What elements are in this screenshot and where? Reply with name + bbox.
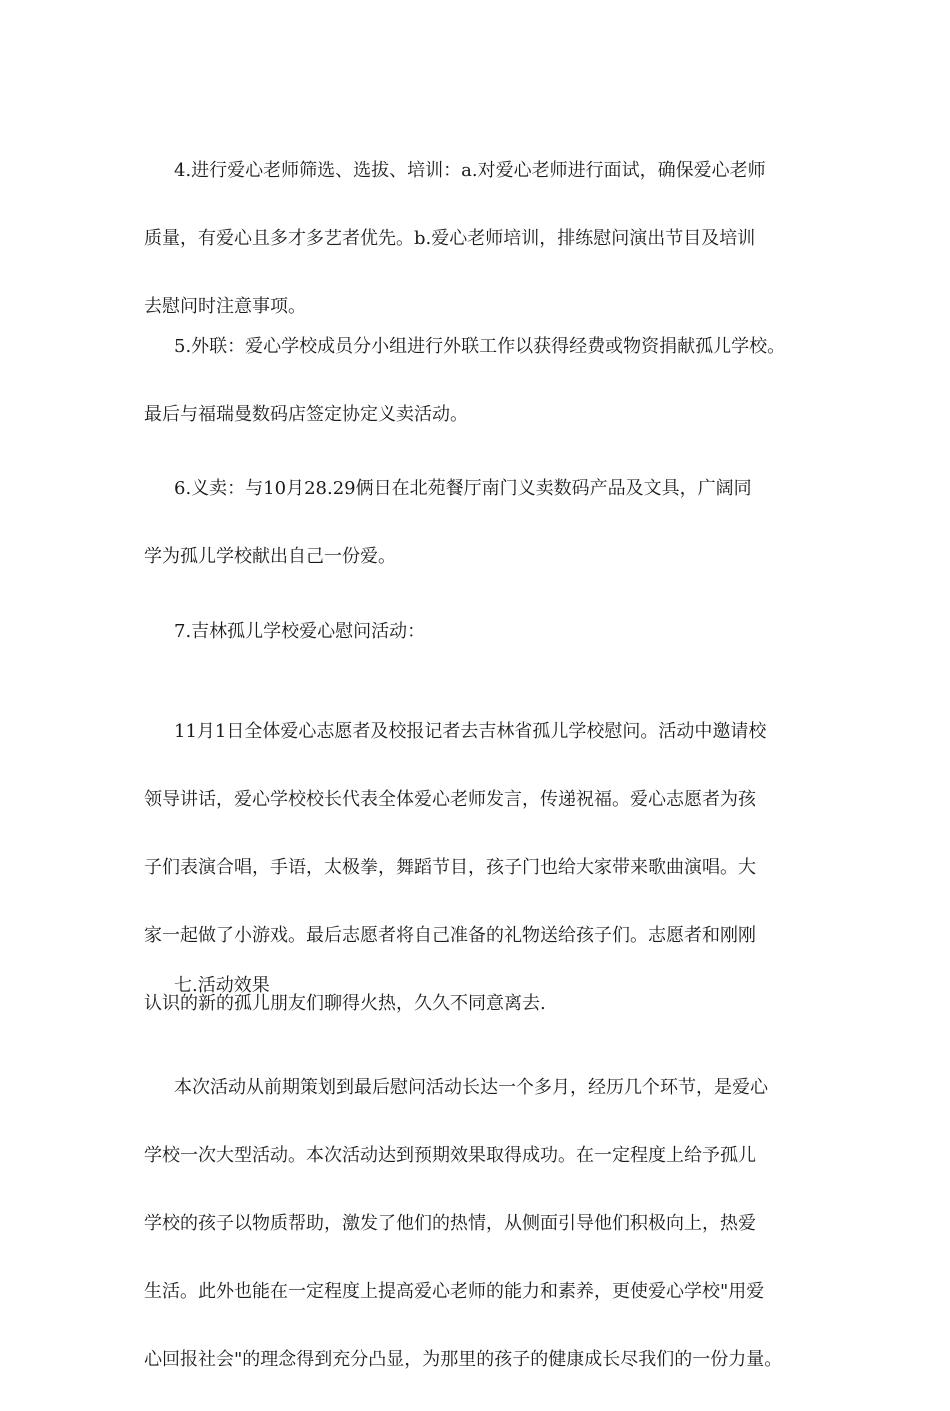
section-heading-activity-effect <box>144 935 844 1037</box>
paragraph-effect-description <box>144 1037 844 1411</box>
text-line: 认识的新的孤儿朋友们聊得火热，久久不同意离去. <box>144 993 546 1014</box>
text-line: 家一起做了小游戏。最后志愿者将自己准备的礼物送给孩子们。志愿者和刚刚 <box>144 925 756 946</box>
text-line: 5.外联：爱心学校成员分小组进行外联工作以获得经费或物资捐献孤儿学校。 <box>174 336 786 357</box>
text-line: 学校一次大型活动。本次活动达到预期效果取得成功。在一定程度上给予孤儿 <box>144 1145 756 1166</box>
text-line: 7.吉林孤儿学校爱心慰问活动： <box>174 621 426 642</box>
text-line: 6.义卖：与10月28.29俩日在北苑餐厅南门义卖数码产品及文具，广阔同 <box>174 478 752 499</box>
text-line: 本次活动从前期策划到最后慰问活动长达一个多月，经历几个环节，是爱心 <box>174 1077 768 1098</box>
text-line: 11月1日全体爱心志愿者及校报记者去吉林省孤儿学校慰问。活动中邀请校 <box>174 721 767 742</box>
section-heading: 七.活动效果 <box>174 975 270 996</box>
text-line: 学为孤儿学校献出自己一份爱。 <box>144 546 396 567</box>
text-line: 心回报社会"的理念得到充分凸显，为那里的孩子的健康成长尽我们的一份力量。 <box>144 1349 783 1370</box>
text-line: 4.进行爱心老师筛选、选拔、培训：a.对爱心老师进行面试，确保爱心老师 <box>174 160 766 181</box>
text-line: 领导讲话，爱心学校校长代表全体爱心老师发言，传递祝福。爱心志愿者为孩 <box>144 789 756 810</box>
text-line: 去慰问时注意事项。 <box>144 296 306 317</box>
text-line: 最后与福瑞曼数码店签定协定义卖活动。 <box>144 404 468 425</box>
text-line: 子们表演合唱，手语，太极拳，舞蹈节目，孩子门也给大家带来歌曲演唱。大 <box>144 857 756 878</box>
text-line: 生活。此外也能在一定程度上提高爱心老师的能力和素养，更使爱心学校"用爱 <box>144 1281 765 1302</box>
paragraph-item-7 <box>144 581 844 683</box>
text-line: 质量，有爱心且多才多艺者优先。b.爱心老师培训，排练慰问演出节目及培训 <box>144 228 756 249</box>
text-line: 学校的孩子以物质帮助，激发了他们的热情，从侧面引导他们积极向上，热爱 <box>144 1213 756 1234</box>
